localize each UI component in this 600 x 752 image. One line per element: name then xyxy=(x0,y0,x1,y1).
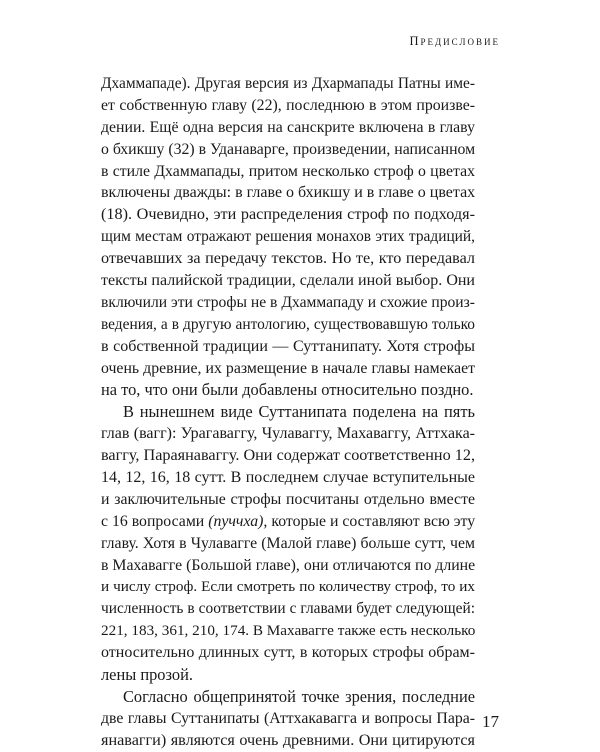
text-line: относительно длинных сутт, в которых строфы обрам- xyxy=(101,644,475,662)
text-line: янавагги) являются очень древними. Они цитируются xyxy=(101,730,475,749)
text-line: 221, 183, 361, 210, 174. В Махавагге также есть несколько xyxy=(101,622,476,640)
text-line: (18). Очевидно, эти распределения строф по подходя- xyxy=(101,205,475,224)
text-line: В нынешнем виде Суттанипата поделена на пять xyxy=(123,402,475,422)
text-line: дении. Ещё одна версия на санскрите включена в главу xyxy=(101,118,475,136)
text-line: в стиле Дхаммапады, притом несколько строф о цветах xyxy=(101,162,475,180)
text-line: в Махавагге (Большой главе), они отличаются по длине xyxy=(101,556,476,574)
text-line: о бхикшу (32) в Уданаварге, произведении, написанном xyxy=(101,140,476,158)
text-line: и заключительные строфы посчитаны отдельно вместе xyxy=(101,490,475,508)
text-line: Дхаммападе). Другая версия из Дхармапады Патны име- xyxy=(101,75,475,92)
body-text xyxy=(101,73,475,752)
text-segment: которые и составляют всю эту xyxy=(267,512,476,530)
text-line: две главы Суттанипаты (Аттхакавагга и вопросы Пара- xyxy=(101,709,475,727)
text-line: щим местам отражают решения монахов этих традиций, xyxy=(101,228,475,246)
text-line: 14, 12, 16, 18 сутт. В последнем случае вступительные xyxy=(101,469,475,487)
text-line: на то, что они были добавлены относительно поздно. xyxy=(101,380,474,400)
text-line: Согласно общепринятой точке зрения, последние xyxy=(123,686,475,706)
text-line: тексты палийской традиции, сделали иной выбор. Они xyxy=(101,272,475,290)
page-number: 17 xyxy=(482,712,499,731)
text-line: глав (вагг): Урагаваггу, Чулаваггу, Махаваггу, Аттхака- xyxy=(101,425,475,443)
text-line: главу. Хотя в Чулавагге (Малой главе) больше сутт, чем xyxy=(101,534,475,552)
text-line: ет собственную главу (22), последнюю в этом произве- xyxy=(101,96,475,114)
text-line: включены дважды: в главе о бхикшу и в главе о цветах xyxy=(101,184,476,202)
text-line xyxy=(101,511,475,533)
text-line: ваггу, Параянаваггу. Они содержат соответственно 12, xyxy=(101,446,475,465)
text-line: лены прозой. xyxy=(101,665,193,685)
text-line: очень древние, их размещение в начале главы намекает xyxy=(101,359,475,377)
text-line: включили эти строфы не в Дхаммападу и схожие произ- xyxy=(101,293,475,311)
running-head: Предисловие xyxy=(409,34,500,48)
text-line: отвечавших за передачу текстов. Но те, кто передавал xyxy=(101,249,475,268)
text-line: численность в соответствии с главами будет следующей: xyxy=(101,600,475,618)
text-segment: с 16 вопросами xyxy=(101,512,209,530)
italic-term: (пуччха), xyxy=(208,512,268,530)
text-line: и числу строф. Если смотреть по количеству строф, то их xyxy=(101,578,475,596)
text-line: ведения, а в другую антологию, существовавшую только xyxy=(101,315,475,333)
text-line: в собственной традиции — Суттанипату. Хотя строфы xyxy=(101,337,475,355)
